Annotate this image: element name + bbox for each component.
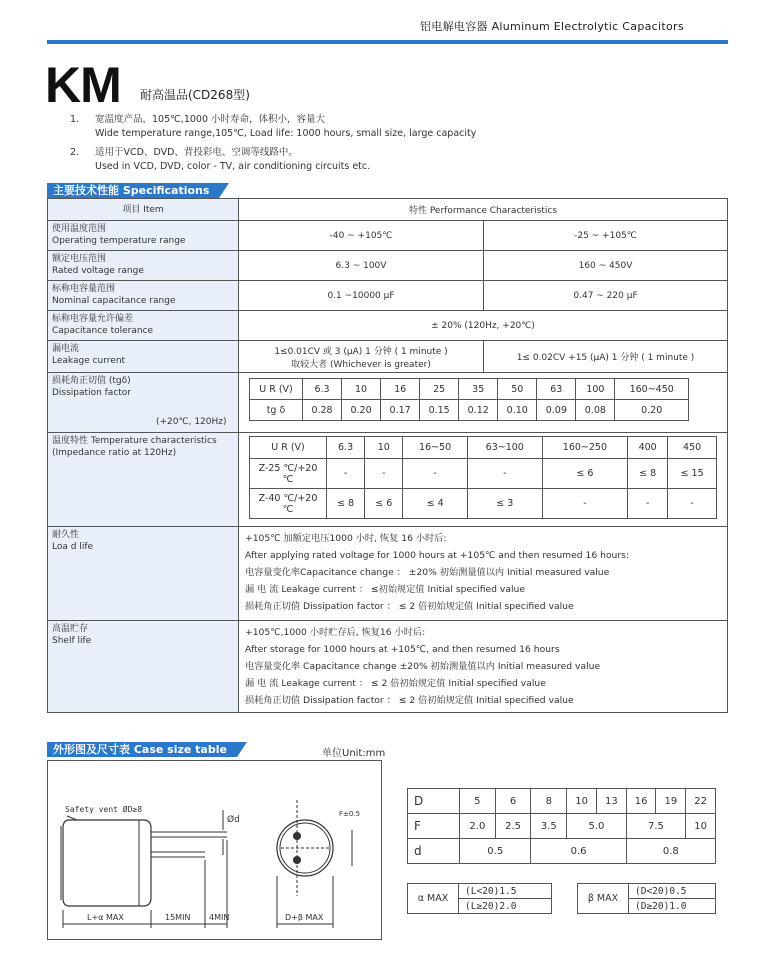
- tc-z40-cell: ≤ 3: [467, 489, 542, 519]
- tc-voltage-cell: 450: [668, 437, 717, 459]
- row-shelf-label: [48, 621, 239, 713]
- tc-z25-cell: -: [327, 459, 365, 489]
- row-load-label: [48, 527, 239, 621]
- load-line: After applying rated voltage for 1000 hours at +105℃ and then resumed 16 hours:: [245, 550, 630, 561]
- alpha-table: [407, 883, 552, 914]
- dim-D-cell: 10: [567, 789, 597, 814]
- tc-voltage-cell: 16~50: [403, 437, 467, 459]
- row-temp-label: [48, 221, 239, 251]
- df-voltage-cell: 25: [420, 379, 459, 400]
- dim-d-cell: 0.6: [531, 839, 626, 864]
- df-voltage-cell: 6.3: [303, 379, 342, 400]
- df-tg-cell: 0.20: [615, 400, 689, 421]
- dim-D-cell: 8: [531, 789, 567, 814]
- tol-value: ± 20% (120Hz, +20℃): [239, 311, 728, 341]
- dim-D-label: D: [408, 789, 460, 814]
- shelf-line: 漏 电 流 Leakage current ： ≤ 2 倍初始规定值 Initial specified value: [245, 678, 546, 689]
- volt-value-1: 6.3 ~ 100V: [239, 251, 484, 281]
- df-tg-label: tg δ: [250, 400, 303, 421]
- row-tc-label: [48, 433, 239, 527]
- beta-table: [577, 883, 716, 914]
- beta-row: (D≥20)1.0: [629, 899, 716, 914]
- unit-label: 单位Unit:mm: [322, 748, 386, 759]
- spec-section-title: 主要技术性能 Specifications: [47, 183, 219, 198]
- label-cn: 使用温度范围: [52, 224, 107, 234]
- cap-value-1: 0.1 ~10000 μF: [239, 281, 484, 311]
- label-en: Capacitance tolerance: [52, 326, 154, 336]
- tc-z25-cell: ≤ 6: [542, 459, 627, 489]
- lead-diameter-label: Ød: [227, 815, 240, 825]
- tc-voltage-cell: 400: [628, 437, 668, 459]
- tc-z40-cell: ≤ 4: [403, 489, 467, 519]
- df-ur-label: U R (V): [250, 379, 303, 400]
- case-section-title: 外形图及尺寸表 Case size table: [47, 742, 237, 757]
- label-cn: 标称电容量允许偏差: [52, 314, 134, 324]
- label-en: Leakage current: [52, 356, 126, 366]
- feature-number: 1.: [70, 114, 80, 125]
- feature-number: 2.: [70, 147, 80, 158]
- dim-F-cell: 5.0: [567, 814, 627, 839]
- shelf-line: 电容量变化率 Capacitance change ±20% 初始测量值以内 Initial measured value: [245, 661, 601, 672]
- row-cap-label: [48, 281, 239, 311]
- dim-F-label: F: [408, 814, 460, 839]
- feature-cn: 适用于VCD、DVD、背投彩电、空调等线路中。: [95, 147, 298, 158]
- dimension-table: [407, 788, 716, 864]
- dim-D-cell: 5: [460, 789, 496, 814]
- feature-en: Used in VCD, DVD, color - TV, air conditioning circuits etc.: [95, 161, 371, 172]
- dim-D-cell: 13: [596, 789, 626, 814]
- safety-vent-label: Safety vent ØD≥8: [65, 805, 143, 814]
- tc-z25-cell: -: [467, 459, 542, 489]
- beta-label: β MAX: [578, 884, 629, 914]
- tc-z40-cell: -: [628, 489, 668, 519]
- tc-z25-cell: ≤ 8: [628, 459, 668, 489]
- tc-table: [249, 436, 717, 519]
- series-subtitle: 耐高温品(CD268型): [140, 88, 250, 102]
- dim-F-cell: 2.5: [495, 814, 531, 839]
- case-drawing: [47, 760, 382, 940]
- load-line: 损耗角正切值 Dissipation factor ： ≤ 2 倍初始规定值 Initial specified value: [245, 601, 574, 612]
- label-en: (Impedance ratio at 120Hz): [52, 448, 177, 458]
- dim-D-cell: 6: [495, 789, 531, 814]
- label-en: Rated voltage range: [52, 266, 144, 276]
- page-header: 铝电解电容器 Aluminum Electrolytic Capacitors: [420, 20, 684, 33]
- df-condition: (+20℃, 120Hz): [156, 417, 227, 427]
- tc-z40-cell: ≤ 6: [365, 489, 403, 519]
- label-cn: 损耗角正切值 (tgδ): [52, 376, 131, 386]
- volt-value-2: 160 ~ 450V: [484, 251, 728, 281]
- label-cn: 漏电流: [52, 344, 80, 354]
- lead-15min-label: 15MIN: [165, 913, 191, 922]
- dim-d-label: d: [408, 839, 460, 864]
- series-code: KM: [45, 57, 121, 113]
- df-tg-cell: 0.08: [576, 400, 615, 421]
- dim-F-cell: 2.0: [460, 814, 496, 839]
- case-section-tab: [47, 742, 247, 757]
- df-voltage-cell: 35: [459, 379, 498, 400]
- spec-table: [47, 198, 728, 713]
- df-voltage-cell: 100: [576, 379, 615, 400]
- leak-value-2: 1≤ 0.02CV +15 (μA) 1 分钟 ( 1 minute ): [484, 341, 728, 373]
- label-en: Nominal capacitance range: [52, 296, 176, 306]
- dim-F-cell: 7.5: [626, 814, 686, 839]
- df-voltage-cell: 50: [498, 379, 537, 400]
- tc-z25-label: Z-25 ℃/+20 ℃: [250, 459, 327, 489]
- load-line: 电容量变化率Capacitance change ： ±20% 初始测量值以内 Initial measured value: [245, 567, 610, 578]
- shelf-line: +105℃,1000 小时贮存后, 恢复16 小时后:: [245, 627, 426, 638]
- tc-z40-cell: -: [542, 489, 627, 519]
- df-table: [249, 378, 689, 421]
- leak-formula: 1≤0.01CV 或 3 (μA) 1 分钟 ( 1 minute ): [274, 346, 448, 357]
- label-cn: 耐久性: [52, 530, 80, 540]
- tab-corner: [219, 183, 229, 198]
- df-voltage-cell: 10: [342, 379, 381, 400]
- row-leak-label: [48, 341, 239, 373]
- capacitor-body: [63, 820, 151, 906]
- dim-D-cell: 19: [656, 789, 686, 814]
- dim-F-cell: 3.5: [531, 814, 567, 839]
- temp-value-2: -25 ~ +105℃: [484, 221, 728, 251]
- tc-z25-cell: -: [365, 459, 403, 489]
- df-voltage-cell: 63: [537, 379, 576, 400]
- feature-cn: 宽温度产品，105℃,1000 小时寿命，体积小，容量大: [95, 114, 326, 125]
- label-cn: 额定电压范围: [52, 254, 107, 264]
- header-rule: [47, 40, 728, 44]
- df-tg-cell: 0.10: [498, 400, 537, 421]
- tc-z40-cell: -: [668, 489, 717, 519]
- label-en: Operating temperature range: [52, 236, 186, 246]
- diameter-label: D+β MAX: [285, 913, 324, 922]
- spec-head-perf: 特性 Performance Characteristics: [239, 199, 728, 221]
- row-volt-label: [48, 251, 239, 281]
- end-view-outer: [277, 820, 333, 876]
- leak-note: 取较大者 (Whichever is greater): [291, 359, 431, 370]
- tab-corner: [237, 742, 247, 757]
- tc-z40-label: Z-40 ℃/+20 ℃: [250, 489, 327, 519]
- row-df-label: [48, 373, 239, 433]
- df-voltage-cell: 160~450: [615, 379, 689, 400]
- dim-d-cell: 0.5: [460, 839, 531, 864]
- label-en: Dissipation factor: [52, 388, 132, 398]
- spec-head-item: 项目 Item: [48, 199, 239, 221]
- tc-voltage-cell: 63~100: [467, 437, 542, 459]
- lead-4min-label: 4MIN: [209, 913, 230, 922]
- dim-D-cell: 16: [626, 789, 656, 814]
- load-line: +105℃ 加额定电压1000 小时, 恢复 16 小时后:: [245, 533, 447, 544]
- df-tg-cell: 0.09: [537, 400, 576, 421]
- shelf-line: 损耗角正切值 Dissipation factor ： ≤ 2 倍初始规定值 Initial specified value: [245, 695, 574, 706]
- df-tg-cell: 0.12: [459, 400, 498, 421]
- label-cn: 温度特性 Temperature characteristics: [52, 436, 217, 446]
- df-tg-cell: 0.20: [342, 400, 381, 421]
- df-tg-cell: 0.17: [381, 400, 420, 421]
- leak-value-1: [239, 341, 484, 373]
- dim-d-cell: 0.8: [626, 839, 715, 864]
- shelf-line: After storage for 1000 hours at +105℃, and then resumed 16 hours: [245, 644, 560, 655]
- dim-F-cell: 10: [686, 814, 716, 839]
- df-tg-cell: 0.28: [303, 400, 342, 421]
- temp-value-1: -40 ~ +105℃: [239, 221, 484, 251]
- tc-z40-cell: ≤ 8: [327, 489, 365, 519]
- alpha-row: (L<20)1.5: [459, 884, 552, 899]
- tc-voltage-cell: 10: [365, 437, 403, 459]
- label-en: Shelf life: [52, 636, 92, 646]
- length-label: L+α MAX: [87, 913, 124, 922]
- alpha-label: α MAX: [408, 884, 459, 914]
- tc-cell: [239, 433, 728, 527]
- tc-voltage-cell: 6.3: [327, 437, 365, 459]
- df-voltage-cell: 16: [381, 379, 420, 400]
- beta-row: (D<20)0.5: [629, 884, 716, 899]
- tc-voltage-cell: 160~250: [542, 437, 627, 459]
- cap-value-2: 0.47 ~ 220 μF: [484, 281, 728, 311]
- feature-en: Wide temperature range,105℃, Load life: 1000 hours, small size, large capacity: [95, 128, 477, 139]
- load-line: 漏 电 流 Leakage current ： ≤初始规定值 Initial specified value: [245, 584, 525, 595]
- tc-z25-cell: ≤ 15: [668, 459, 717, 489]
- load-cell: [239, 527, 728, 621]
- dim-D-cell: 22: [686, 789, 716, 814]
- tc-ur-label: U R (V): [250, 437, 327, 459]
- tc-z25-cell: -: [403, 459, 467, 489]
- df-cell: [239, 373, 728, 433]
- label-cn: 高温贮存: [52, 624, 89, 634]
- shelf-cell: [239, 621, 728, 713]
- spec-section-tab: [47, 183, 229, 198]
- alpha-row: (L≥20)2.0: [459, 899, 552, 914]
- label-en: Loa d life: [52, 542, 94, 552]
- lead-spacing-label: F±0.5: [339, 810, 361, 818]
- label-cn: 标称电容量范围: [52, 284, 116, 294]
- df-tg-cell: 0.15: [420, 400, 459, 421]
- row-tol-label: [48, 311, 239, 341]
